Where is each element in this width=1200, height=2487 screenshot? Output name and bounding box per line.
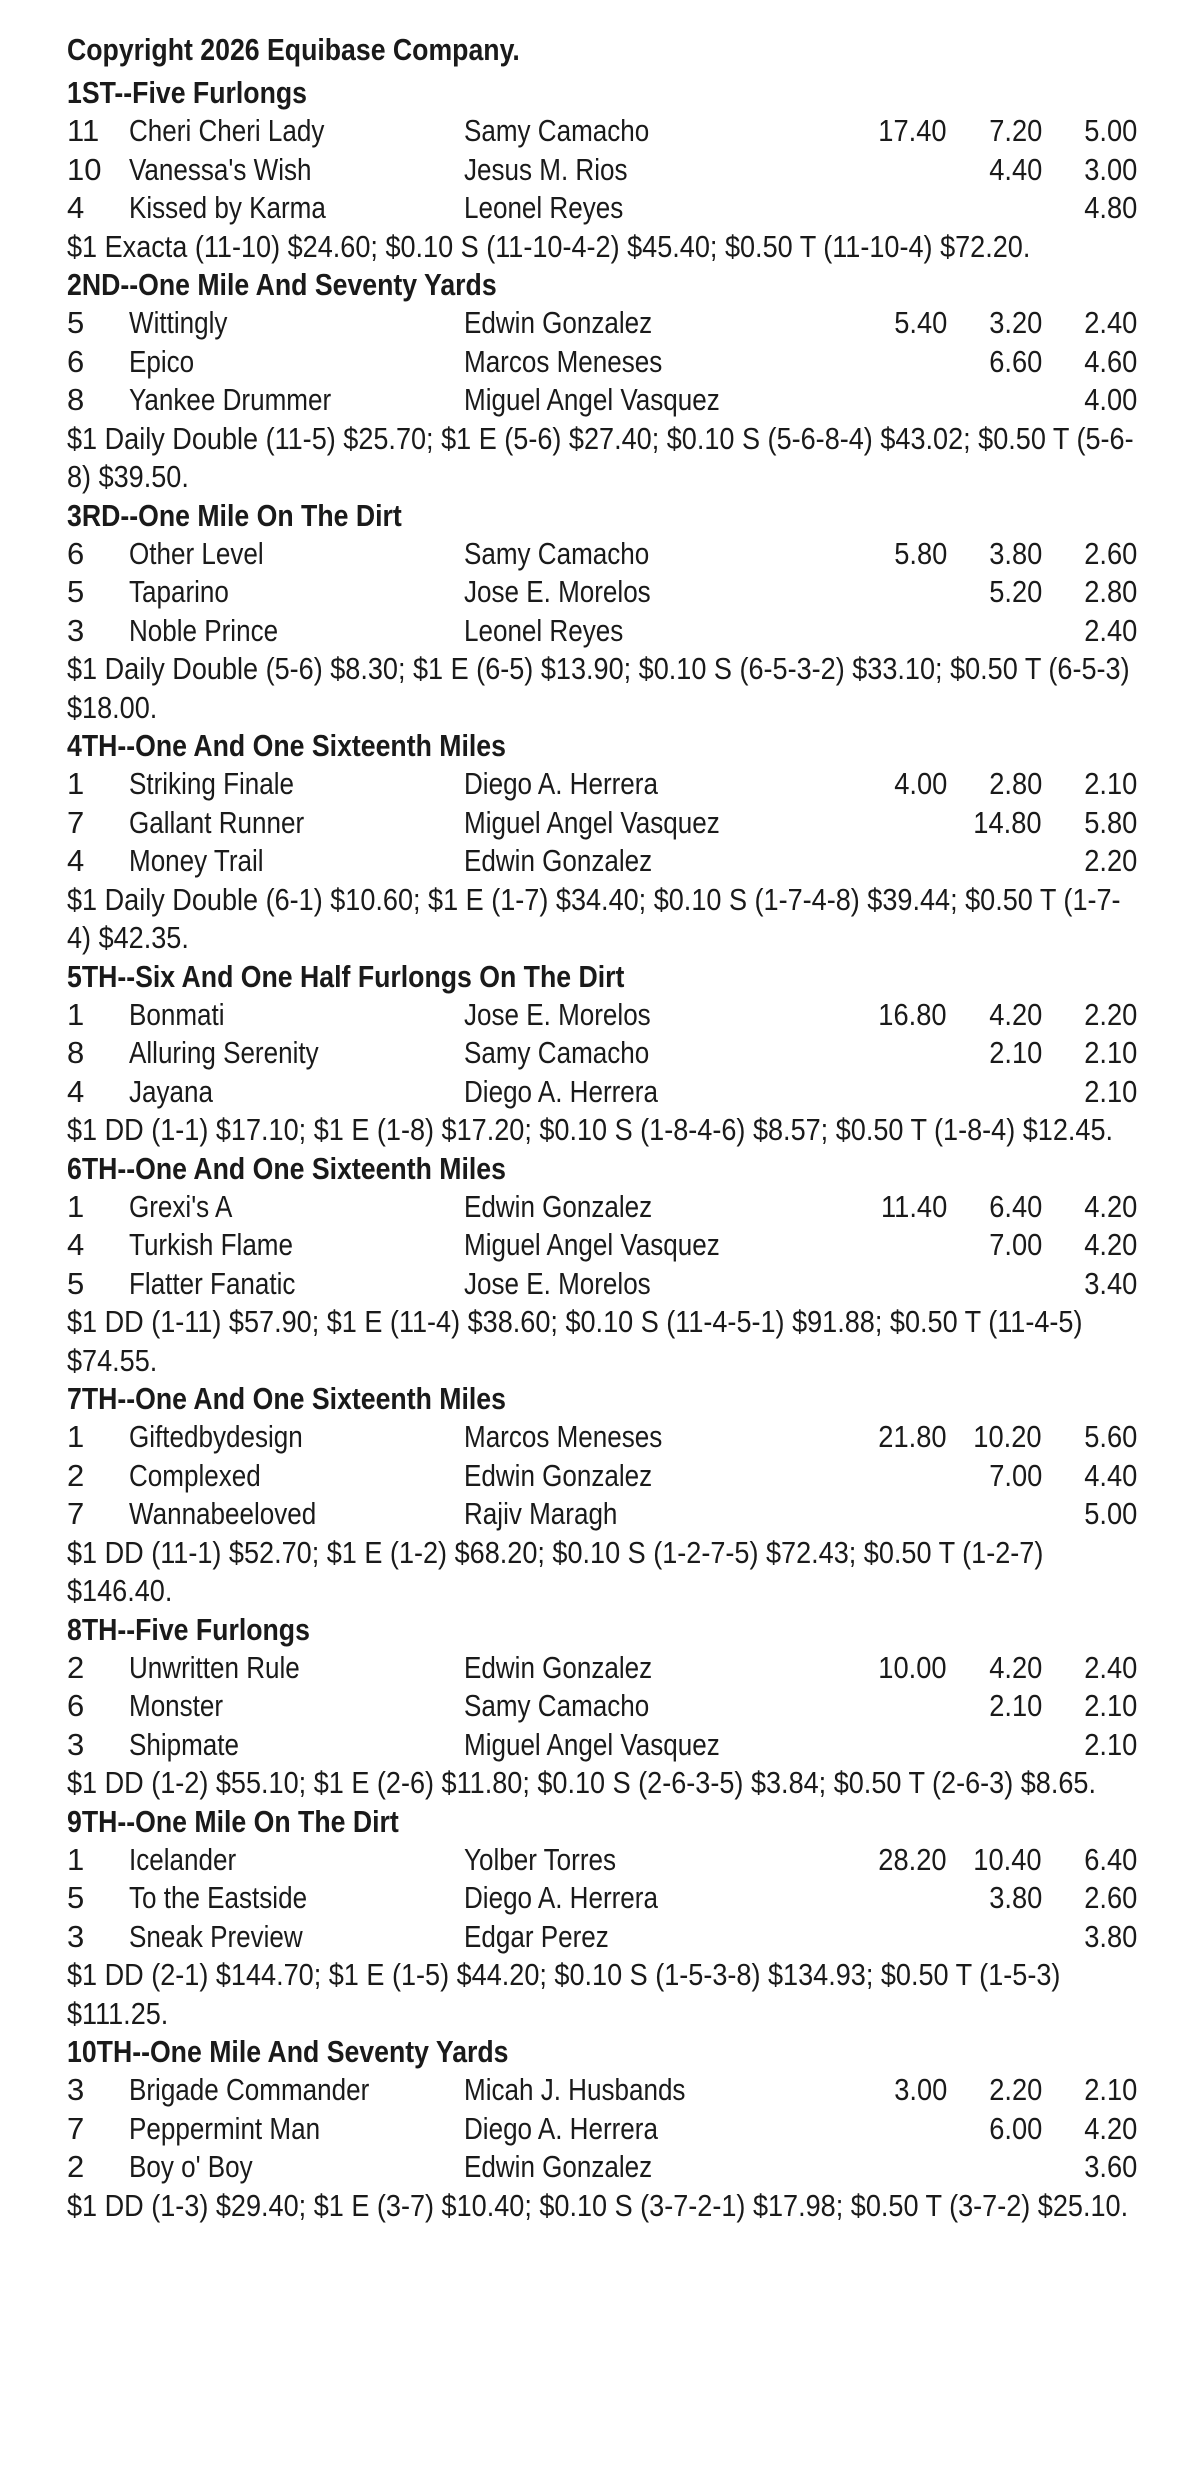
entry-row [67, 189, 1137, 228]
entry-row [67, 804, 1137, 843]
horse-name: Turkish Flame [129, 1227, 293, 1262]
race-header: 7TH--One And One Sixteenth Miles [67, 1381, 506, 1416]
entry-row [67, 2110, 1137, 2149]
place-payout: 3.20 [988, 305, 1042, 340]
place-payout: 7.20 [988, 113, 1042, 148]
show-payout: 4.60 [1083, 343, 1137, 379]
place-payout: 14.80 [973, 804, 1042, 840]
place-payout: 10.20 [973, 1419, 1042, 1454]
win-payout: 5.80 [893, 535, 947, 571]
race-block [67, 1380, 1137, 1611]
jockey-name: Diego A. Herrera [464, 766, 658, 801]
horse-name: Icelander [129, 1841, 237, 1877]
show-payout: 4.00 [1083, 382, 1137, 417]
horse-name: Giftedbydesign [129, 1419, 303, 1454]
horse-name: Unwritten Rule [129, 1649, 300, 1685]
program-number: 3 [67, 1726, 85, 1762]
program-number: 4 [67, 190, 85, 225]
program-number: 7 [67, 1496, 85, 1531]
jockey-name: Diego A. Herrera [464, 1880, 658, 1915]
place-payout: 3.80 [988, 1880, 1042, 1915]
jockey-name: Marcos Meneses [464, 1419, 663, 1454]
exotic-payouts: $1 Daily Double (11-5) $25.70; $1 E (5-6) $27.40; $0.10 S (5-6-8-4) $43.02; $0.50 T (5-6-8) $39.50. [67, 420, 1134, 494]
entry-row [67, 1073, 1137, 1112]
show-payout: 2.20 [1083, 843, 1137, 878]
show-payout: 5.60 [1083, 1419, 1137, 1454]
horse-name: Complexed [129, 1457, 261, 1493]
race-block [67, 1150, 1137, 1381]
show-payout: 4.40 [1083, 1457, 1137, 1493]
entry-row [67, 112, 1137, 151]
place-payout: 3.80 [988, 535, 1042, 571]
program-number: 4 [67, 1227, 85, 1262]
place-payout: 2.80 [988, 766, 1042, 801]
jockey-name: Jose E. Morelos [464, 574, 651, 609]
horse-name: Yankee Drummer [129, 382, 332, 417]
program-number: 5 [67, 305, 85, 340]
show-payout: 2.10 [1083, 2072, 1137, 2107]
place-payout: 10.40 [973, 1841, 1042, 1877]
program-number: 2 [67, 2149, 85, 2184]
race-block [67, 958, 1137, 1150]
program-number: 10 [67, 151, 102, 187]
exotic-payouts: $1 DD (1-2) $55.10; $1 E (2-6) $11.80; $0.10 S (2-6-3-5) $3.84; $0.50 T (2-6-3) $8.65. [67, 1765, 1096, 1800]
entry-row [67, 765, 1137, 804]
program-number: 7 [67, 2110, 85, 2146]
entry-row [67, 151, 1137, 190]
horse-name: Shipmate [129, 1726, 240, 1762]
jockey-name: Edgar Perez [464, 1918, 609, 1954]
race-header: 4TH--One And One Sixteenth Miles [67, 728, 506, 763]
show-payout: 3.80 [1083, 1918, 1137, 1954]
horse-name: Alluring Serenity [129, 1035, 319, 1070]
exotic-payouts: $1 Daily Double (5-6) $8.30; $1 E (6-5) $13.90; $0.10 S (6-5-3-2) $33.10; $0.50 T (6-5-3) $18.00. [67, 651, 1130, 725]
program-number: 6 [67, 535, 85, 571]
win-payout: 28.20 [878, 1841, 947, 1877]
entry-row [67, 343, 1137, 382]
entry-row [67, 1687, 1137, 1726]
show-payout: 2.40 [1083, 1649, 1137, 1685]
jockey-name: Rajiv Maragh [464, 1496, 618, 1531]
entry-row [67, 2071, 1137, 2110]
place-payout: 6.40 [988, 1188, 1042, 1224]
horse-name: Epico [129, 343, 195, 379]
exotic-payouts: $1 Exacta (11-10) $24.60; $0.10 S (11-10-4-2) $45.40; $0.50 T (11-10-4) $72.20. [67, 228, 1031, 264]
program-number: 2 [67, 1649, 85, 1685]
entry-row [67, 1495, 1137, 1534]
program-number: 1 [67, 1419, 85, 1454]
entry-row [67, 573, 1137, 612]
program-number: 4 [67, 843, 85, 878]
exotic-payouts: $1 DD (1-1) $17.10; $1 E (1-8) $17.20; $0.10 S (1-8-4-6) $8.57; $0.50 T (1-8-4) $12.45. [67, 1112, 1114, 1147]
horse-name: Other Level [129, 535, 264, 571]
race-header: 2ND--One Mile And Seventy Yards [67, 267, 497, 302]
entry-row [67, 1879, 1137, 1918]
show-payout: 2.80 [1083, 574, 1137, 609]
exotic-payouts: $1 DD (1-3) $29.40; $1 E (3-7) $10.40; $0.10 S (3-7-2-1) $17.98; $0.50 T (3-7-2) $25.10. [67, 2187, 1129, 2223]
jockey-name: Diego A. Herrera [464, 1073, 658, 1109]
win-payout: 17.40 [878, 113, 947, 148]
race-header: 6TH--One And One Sixteenth Miles [67, 1150, 506, 1186]
horse-name: Brigade Commander [129, 2072, 370, 2107]
jockey-name: Yolber Torres [464, 1841, 617, 1877]
entry-row [67, 612, 1137, 651]
win-payout: 3.00 [893, 2072, 947, 2107]
exotic-payouts: $1 DD (2-1) $144.70; $1 E (1-5) $44.20; $0.10 S (1-5-3-8) $134.93; $0.50 T (1-5-3) $111.25. [67, 1957, 1061, 2031]
entry-row [67, 1918, 1137, 1957]
horse-name: Jayana [129, 1073, 213, 1109]
race-header: 1ST--Five Furlongs [67, 75, 307, 110]
horse-name: Bonmati [129, 996, 225, 1032]
horse-name: Money Trail [129, 843, 264, 878]
win-payout: 11.40 [880, 1188, 947, 1224]
place-payout: 2.20 [988, 2072, 1042, 2107]
program-number: 8 [67, 382, 85, 417]
program-number: 5 [67, 1265, 85, 1301]
show-payout: 6.40 [1083, 1841, 1137, 1877]
jockey-name: Edwin Gonzalez [464, 843, 653, 878]
jockey-name: Edwin Gonzalez [464, 1649, 653, 1685]
entry-row [67, 1649, 1137, 1688]
show-payout: 3.40 [1083, 1265, 1137, 1301]
race-block [67, 1611, 1137, 1803]
program-number: 5 [67, 1880, 85, 1915]
win-payout: 21.80 [878, 1419, 947, 1454]
show-payout: 2.60 [1083, 535, 1137, 571]
race-header: 5TH--Six And One Half Furlongs On The Dirt [67, 958, 625, 994]
show-payout: 4.20 [1083, 2110, 1137, 2146]
entry-row [67, 1034, 1137, 1073]
show-payout: 2.40 [1083, 305, 1137, 340]
entry-row [67, 1457, 1137, 1496]
race-results-list [67, 74, 1137, 2225]
jockey-name: Diego A. Herrera [464, 2110, 658, 2146]
program-number: 1 [67, 996, 85, 1032]
jockey-name: Leonel Reyes [464, 190, 624, 225]
jockey-name: Miguel Angel Vasquez [464, 1227, 720, 1262]
horse-name: Noble Prince [129, 612, 279, 648]
jockey-name: Miguel Angel Vasquez [464, 804, 720, 840]
program-number: 8 [67, 1035, 85, 1070]
jockey-name: Miguel Angel Vasquez [464, 1726, 720, 1762]
jockey-name: Samy Camacho [464, 1688, 650, 1723]
place-payout: 7.00 [988, 1227, 1042, 1262]
horse-name: Wittingly [129, 305, 228, 340]
win-payout: 10.00 [878, 1649, 947, 1685]
show-payout: 3.00 [1083, 151, 1137, 187]
show-payout: 5.80 [1083, 804, 1137, 840]
show-payout: 2.10 [1083, 1035, 1137, 1070]
win-payout: 5.40 [893, 305, 947, 340]
place-payout: 7.00 [988, 1457, 1042, 1493]
entry-row [67, 842, 1137, 881]
program-number: 6 [67, 1688, 85, 1723]
show-payout: 2.10 [1083, 1073, 1137, 1109]
race-header: 9TH--One Mile On The Dirt [67, 1803, 399, 1839]
win-payout: 16.80 [878, 996, 947, 1032]
show-payout: 5.00 [1083, 1496, 1137, 1531]
entry-row [67, 1226, 1137, 1265]
show-payout: 4.20 [1083, 1227, 1137, 1262]
entry-row [67, 1841, 1137, 1880]
jockey-name: Edwin Gonzalez [464, 1188, 653, 1224]
jockey-name: Jose E. Morelos [464, 996, 651, 1032]
place-payout: 6.00 [988, 2110, 1042, 2146]
horse-name: Flatter Fanatic [129, 1265, 296, 1301]
program-number: 1 [67, 1841, 85, 1877]
show-payout: 3.60 [1083, 2149, 1137, 2184]
race-header: 3RD--One Mile On The Dirt [67, 497, 402, 533]
show-payout: 2.10 [1083, 1726, 1137, 1762]
jockey-name: Samy Camacho [464, 113, 650, 148]
exotic-payouts: $1 DD (11-1) $52.70; $1 E (1-2) $68.20; $0.10 S (1-2-7-5) $72.43; $0.50 T (1-2-7) $146.40. [67, 1534, 1044, 1608]
entry-row [67, 1726, 1137, 1765]
jockey-name: Edwin Gonzalez [464, 305, 653, 340]
show-payout: 2.10 [1083, 1688, 1137, 1723]
horse-name: Kissed by Karma [129, 190, 326, 225]
horse-name: Gallant Runner [129, 804, 305, 840]
program-number: 6 [67, 343, 85, 379]
place-payout: 4.40 [988, 151, 1042, 187]
horse-name: Wannabeeloved [129, 1496, 317, 1531]
show-payout: 4.20 [1083, 1188, 1137, 1224]
entry-row [67, 304, 1137, 343]
race-header: 8TH--Five Furlongs [67, 1611, 310, 1647]
entry-row [67, 1265, 1137, 1304]
program-number: 1 [67, 1188, 85, 1224]
horse-name: Grexi's A [129, 1188, 233, 1224]
race-block [67, 1803, 1137, 2034]
race-block [67, 266, 1137, 497]
jockey-name: Micah J. Husbands [464, 2072, 686, 2107]
exotic-payouts: $1 Daily Double (6-1) $10.60; $1 E (1-7) $34.40; $0.10 S (1-7-4-8) $39.44; $0.50 T (1-7-4) $42.35. [67, 881, 1121, 955]
program-number: 7 [67, 804, 85, 840]
race-block [67, 727, 1137, 958]
copyright-line: Copyright 2026 Equibase Company. [67, 32, 520, 67]
place-payout: 4.20 [988, 996, 1042, 1032]
program-number: 3 [67, 2072, 85, 2107]
jockey-name: Samy Camacho [464, 535, 650, 571]
jockey-name: Edwin Gonzalez [464, 2149, 653, 2184]
entry-row [67, 1188, 1137, 1227]
entry-row [67, 381, 1137, 420]
win-payout: 4.00 [893, 766, 947, 801]
place-payout: 2.10 [988, 1688, 1042, 1723]
program-number: 2 [67, 1457, 85, 1493]
race-block [67, 74, 1137, 266]
horse-name: To the Eastside [129, 1880, 308, 1915]
place-payout: 5.20 [988, 574, 1042, 609]
place-payout: 2.10 [988, 1035, 1042, 1070]
show-payout: 5.00 [1083, 113, 1137, 148]
jockey-name: Miguel Angel Vasquez [464, 382, 720, 417]
jockey-name: Samy Camacho [464, 1035, 650, 1070]
place-payout: 6.60 [988, 343, 1042, 379]
entry-row [67, 2148, 1137, 2187]
horse-name: Sneak Preview [129, 1918, 303, 1954]
place-payout: 4.20 [988, 1649, 1042, 1685]
race-header: 10TH--One Mile And Seventy Yards [67, 2034, 509, 2069]
program-number: 3 [67, 612, 85, 648]
horse-name: Peppermint Man [129, 2110, 321, 2146]
jockey-name: Leonel Reyes [464, 612, 624, 648]
horse-name: Striking Finale [129, 766, 294, 801]
entry-row [67, 996, 1137, 1035]
show-payout: 2.20 [1083, 996, 1137, 1032]
jockey-name: Edwin Gonzalez [464, 1457, 653, 1493]
entry-row [67, 535, 1137, 574]
race-block [67, 2033, 1137, 2225]
program-number: 4 [67, 1073, 85, 1109]
jockey-name: Marcos Meneses [464, 343, 663, 379]
show-payout: 2.10 [1083, 766, 1137, 801]
exotic-payouts: $1 DD (1-11) $57.90; $1 E (11-4) $38.60; $0.10 S (11-4-5-1) $91.88; $0.50 T (11-4-5) $74.55. [67, 1304, 1083, 1378]
jockey-name: Jose E. Morelos [464, 1265, 651, 1301]
horse-name: Boy o' Boy [129, 2149, 253, 2184]
program-number: 5 [67, 574, 85, 609]
jockey-name: Jesus M. Rios [464, 151, 628, 187]
horse-name: Cheri Cheri Lady [129, 113, 325, 148]
program-number: 1 [67, 766, 85, 801]
program-number: 11 [67, 113, 100, 148]
show-payout: 2.40 [1083, 612, 1137, 648]
show-payout: 4.80 [1083, 190, 1137, 225]
horse-name: Vanessa's Wish [129, 151, 312, 187]
show-payout: 2.60 [1083, 1880, 1137, 1915]
entry-row [67, 1418, 1137, 1457]
program-number: 3 [67, 1918, 85, 1954]
race-block [67, 497, 1137, 728]
horse-name: Taparino [129, 574, 229, 609]
horse-name: Monster [129, 1688, 224, 1723]
